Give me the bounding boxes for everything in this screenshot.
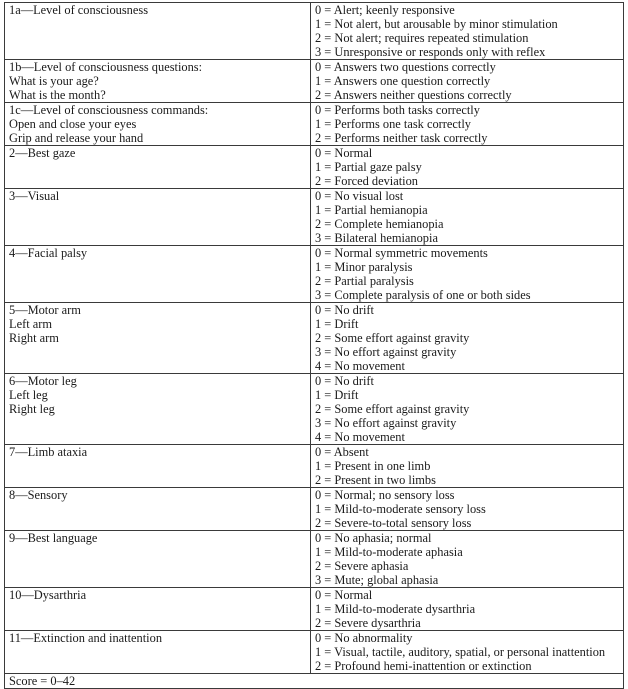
score-option: 2 = Not alert; requires repeated stimulation bbox=[315, 31, 529, 45]
scale-body bbox=[5, 3, 624, 674]
item-label-cell bbox=[5, 531, 311, 588]
item-label-cell bbox=[5, 60, 311, 103]
score-option: 3 = Bilateral hemianopia bbox=[315, 231, 438, 245]
item-row bbox=[5, 445, 624, 488]
score-option: 2 = Complete hemianopia bbox=[315, 217, 444, 231]
score-option: 0 = No abnormality bbox=[315, 631, 413, 645]
score-option: 1 = Drift bbox=[315, 388, 359, 402]
score-option: 0 = Normal bbox=[315, 588, 373, 602]
score-option: 1 = Partial hemianopia bbox=[315, 203, 428, 217]
score-row bbox=[5, 674, 624, 689]
score-option: 0 = Answers two questions correctly bbox=[315, 60, 496, 74]
score-option: 1 = Drift bbox=[315, 317, 359, 331]
item-label-cell bbox=[5, 246, 311, 303]
item-row bbox=[5, 3, 624, 60]
score-option: 1 = Mild-to-moderate sensory loss bbox=[315, 502, 486, 516]
item-subprompt: Grip and release your hand bbox=[9, 131, 144, 145]
score-option: 0 = Normal; no sensory loss bbox=[315, 488, 455, 502]
item-subprompt: Open and close your eyes bbox=[9, 117, 137, 131]
score-option: 2 = Severe-to-total sensory loss bbox=[315, 516, 472, 530]
score-option: 3 = Complete paralysis of one or both sides bbox=[315, 288, 531, 302]
item-subprompt: Left leg bbox=[9, 388, 48, 402]
score-option: 2 = Answers neither questions correctly bbox=[315, 88, 512, 102]
item-row bbox=[5, 531, 624, 588]
item-title: 1a—Level of consciousness bbox=[9, 3, 149, 17]
score-option: 2 = Some effort against gravity bbox=[315, 402, 470, 416]
item-row bbox=[5, 631, 624, 674]
score-option: 3 = Unresponsive or responds only with reflex bbox=[315, 45, 546, 59]
score-option: 0 = Absent bbox=[315, 445, 369, 459]
item-title: 6—Motor leg bbox=[9, 374, 77, 388]
item-label-cell bbox=[5, 146, 311, 189]
item-row bbox=[5, 374, 624, 445]
score-option: 1 = Minor paralysis bbox=[315, 260, 413, 274]
item-label-cell bbox=[5, 103, 311, 146]
item-subprompt: Left arm bbox=[9, 317, 52, 331]
item-row bbox=[5, 60, 624, 103]
item-subprompt: What is your age? bbox=[9, 74, 99, 88]
score-option: 3 = No effort against gravity bbox=[315, 345, 457, 359]
item-options-cell bbox=[311, 303, 624, 374]
score-option: 0 = No drift bbox=[315, 374, 374, 388]
score-option: 0 = Performs both tasks correctly bbox=[315, 103, 480, 117]
score-option: 0 = No drift bbox=[315, 303, 374, 317]
item-options-cell bbox=[311, 631, 624, 674]
score-option: 0 = Normal symmetric movements bbox=[315, 246, 488, 260]
item-title: 8—Sensory bbox=[9, 488, 68, 502]
item-label-cell bbox=[5, 445, 311, 488]
item-title: 3—Visual bbox=[9, 189, 60, 203]
score-option: 3 = Mute; global aphasia bbox=[315, 573, 439, 587]
item-title: 1b—Level of consciousness questions: bbox=[9, 60, 203, 74]
score-option: 0 = Normal bbox=[315, 146, 373, 160]
item-title: 10—Dysarthria bbox=[9, 588, 87, 602]
item-title: 5—Motor arm bbox=[9, 303, 81, 317]
score-option: 0 = No visual lost bbox=[315, 189, 404, 203]
score-cell bbox=[5, 674, 624, 689]
score-option: 2 = Some effort against gravity bbox=[315, 331, 470, 345]
item-title: 2—Best gaze bbox=[9, 146, 76, 160]
item-title: 9—Best language bbox=[9, 531, 98, 545]
score-option: 0 = Alert; keenly responsive bbox=[315, 3, 455, 17]
item-row bbox=[5, 103, 624, 146]
item-options-cell bbox=[311, 60, 624, 103]
item-options-cell bbox=[311, 146, 624, 189]
item-label-cell bbox=[5, 303, 311, 374]
score-option: 1 = Answers one question correctly bbox=[315, 74, 491, 88]
score-option: 1 = Mild-to-moderate aphasia bbox=[315, 545, 463, 559]
item-title: 11—Extinction and inattention bbox=[9, 631, 163, 645]
item-options-cell bbox=[311, 445, 624, 488]
item-label-cell bbox=[5, 3, 311, 60]
item-label-cell bbox=[5, 374, 311, 445]
score-option: 2 = Partial paralysis bbox=[315, 274, 414, 288]
score-option: 2 = Severe dysarthria bbox=[315, 616, 421, 630]
item-label-cell bbox=[5, 189, 311, 246]
score-option: 1 = Performs one task correctly bbox=[315, 117, 471, 131]
score-option: 2 = Profound hemi-inattention or extinction bbox=[315, 659, 532, 673]
score-text: Score = 0–42 bbox=[9, 674, 76, 688]
item-subprompt: Right leg bbox=[9, 402, 55, 416]
item-title: 1c—Level of consciousness commands: bbox=[9, 103, 209, 117]
score-option: 1 = Mild-to-moderate dysarthria bbox=[315, 602, 476, 616]
item-label-cell bbox=[5, 488, 311, 531]
item-row bbox=[5, 189, 624, 246]
score-option: 2 = Forced deviation bbox=[315, 174, 418, 188]
score-option: 1 = Visual, tactile, auditory, spatial, or personal inattention bbox=[315, 645, 606, 659]
item-title: 4—Facial palsy bbox=[9, 246, 88, 260]
item-subprompt: Right arm bbox=[9, 331, 59, 345]
item-subprompt: What is the month? bbox=[9, 88, 106, 102]
stroke-scale-table bbox=[4, 2, 624, 689]
score-option: 4 = No movement bbox=[315, 359, 405, 373]
score-option: 1 = Partial gaze palsy bbox=[315, 160, 422, 174]
item-options-cell bbox=[311, 588, 624, 631]
item-row bbox=[5, 588, 624, 631]
item-row bbox=[5, 246, 624, 303]
item-options-cell bbox=[311, 246, 624, 303]
item-row bbox=[5, 303, 624, 374]
item-options-cell bbox=[311, 189, 624, 246]
score-option: 1 = Present in one limb bbox=[315, 459, 431, 473]
score-option: 2 = Performs neither task correctly bbox=[315, 131, 488, 145]
score-option: 2 = Present in two limbs bbox=[315, 473, 436, 487]
item-options-cell bbox=[311, 531, 624, 588]
score-option: 3 = No effort against gravity bbox=[315, 416, 457, 430]
item-row bbox=[5, 488, 624, 531]
item-label-cell bbox=[5, 631, 311, 674]
item-label-cell bbox=[5, 588, 311, 631]
item-options-cell bbox=[311, 3, 624, 60]
score-option: 0 = No aphasia; normal bbox=[315, 531, 432, 545]
item-title: 7—Limb ataxia bbox=[9, 445, 88, 459]
item-options-cell bbox=[311, 374, 624, 445]
item-options-cell bbox=[311, 103, 624, 146]
score-option: 4 = No movement bbox=[315, 430, 405, 444]
score-option: 1 = Not alert, but arousable by minor stimulation bbox=[315, 17, 558, 31]
score-option: 2 = Severe aphasia bbox=[315, 559, 409, 573]
item-row bbox=[5, 146, 624, 189]
item-options-cell bbox=[311, 488, 624, 531]
